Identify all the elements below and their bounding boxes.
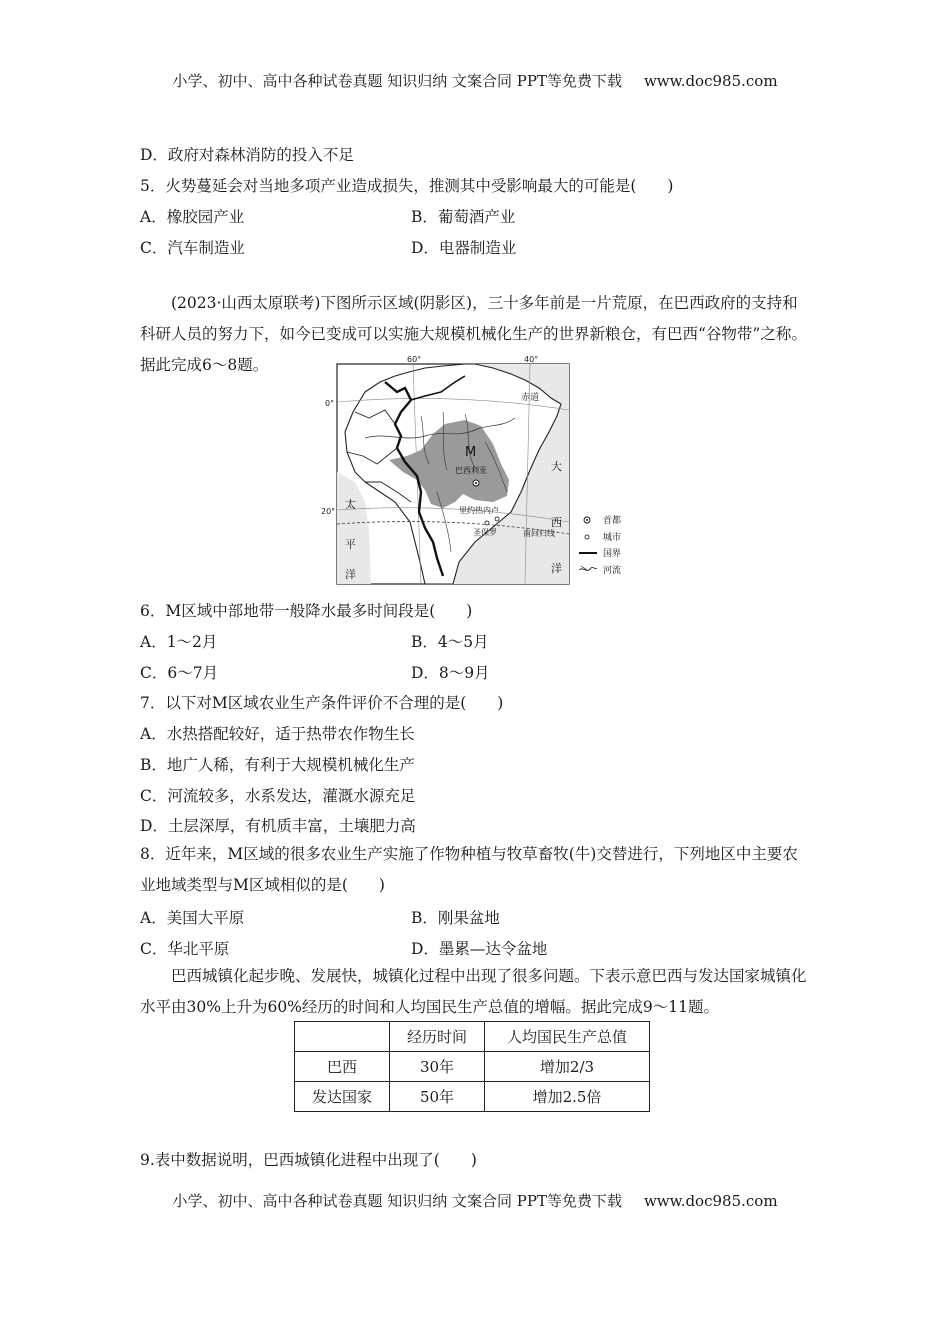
map-region-label: M — [465, 445, 477, 460]
table-row — [295, 1082, 650, 1112]
q8-option-d: D．墨累—达令盆地 — [411, 940, 548, 958]
map-city-rio-label: 里约热内卢 — [459, 506, 499, 515]
city-sp-symbol — [485, 521, 489, 525]
city-rio-symbol — [495, 517, 499, 521]
q5-option-d: D．电器制造业 — [411, 239, 517, 257]
table-cell: 巴西 — [295, 1052, 390, 1082]
q5-option-a: A．橡胶园产业 — [140, 208, 245, 226]
table-cell: 30年 — [390, 1052, 485, 1082]
q4-option-d: D．政府对森林消防的投入不足 — [140, 146, 354, 164]
q9-stem: 9.表中数据说明，巴西城镇化进程中出现了( ) — [140, 1151, 477, 1169]
legend-city-icon — [585, 535, 589, 539]
table-cell: 增加2.5倍 — [485, 1082, 650, 1112]
q7-option-a: A．水热搭配较好，适于热带农作物生长 — [140, 725, 415, 743]
page-header — [0, 70, 950, 91]
q6-option-a: A．1～2月 — [140, 633, 218, 651]
legend-river: 河流 — [603, 566, 622, 576]
map-pacific-2: 平 — [345, 538, 356, 551]
map-city-sp-label: 圣保罗 — [473, 528, 497, 537]
map-lat-20: 20° — [321, 507, 336, 516]
map-lat-0: 0° — [325, 399, 335, 408]
table-cell: 发达国家 — [295, 1082, 390, 1112]
legend-capital: 首都 — [603, 516, 622, 526]
map-pacific-3: 洋 — [345, 568, 356, 581]
legend-city: 城市 — [603, 533, 622, 543]
table-cell: 增加2/3 — [485, 1052, 650, 1082]
legend-river-icon — [579, 567, 597, 570]
q8-option-b: B．刚果盆地 — [411, 909, 500, 927]
q6-option-d: D．8～9月 — [411, 664, 490, 682]
table-row — [295, 1052, 650, 1082]
brazil-map — [321, 352, 645, 590]
q5-option-c: C．汽车制造业 — [140, 239, 245, 257]
table-header-cell: 经历时间 — [390, 1022, 485, 1052]
table-header-row — [295, 1022, 650, 1052]
q6-stem: 6．M区域中部地带一般降水最多时间段是( ) — [140, 602, 473, 620]
header-text: 小学、初中、高中各种试卷真题 知识归纳 文案合同 PPT等免费下载 — [172, 72, 622, 90]
q7-option-b: B．地广人稀，有利于大规模机械化生产 — [140, 756, 415, 774]
map-atlantic-1: 大 — [551, 460, 562, 473]
q5-stem: 5．火势蔓延会对当地多项产业造成损失，推测其中受影响最大的可能是( ) — [140, 177, 674, 195]
table-header-cell — [295, 1022, 390, 1052]
map-pacific-1: 太 — [345, 498, 356, 511]
urbanization-table — [294, 1021, 650, 1112]
q8-stem: 8．近年来，M区域的很多农业生产实施了作物种植与牧草畜牧(牛)交替进行，下列地区中主要农业地域类型与M区域相似的是( ) — [140, 845, 798, 894]
q7-stem: 7．以下对M区域农业生产条件评价不合理的是( ) — [140, 694, 504, 712]
q8-option-a: A．美国大平原 — [140, 909, 245, 927]
intro-9-11: 巴西城镇化起步晚、发展快，城镇化过程中出现了很多问题。下表示意巴西与发达国家城镇化水平由30%上升为60%经历的时间和人均国民生产总值的增幅。据此完成9～11题。 — [140, 967, 807, 1016]
map-capital-label: 巴西利亚 — [455, 466, 487, 475]
map-lon-40: 40° — [524, 355, 539, 364]
map-tropic-label: 南回归线 — [523, 529, 555, 538]
header-url[interactable]: www.doc985.com — [643, 72, 778, 90]
q7-option-c: C．河流较多，水系发达，灌溉水源充足 — [140, 787, 416, 805]
q6-option-c: C．6～7月 — [140, 664, 219, 682]
footer-text: 小学、初中、高中各种试卷真题 知识归纳 文案合同 PPT等免费下载 — [172, 1192, 622, 1210]
table-header-cell: 人均国民生产总值 — [485, 1022, 650, 1052]
q6-option-b: B．4～5月 — [411, 633, 489, 651]
q8-option-c: C．华北平原 — [140, 940, 230, 958]
intro-6-8: (2023·山西太原联考)下图所示区域(阴影区)，三十多年前是一片荒原，在巴西政府的支持和科研人员的努力下，如今已变成可以实施大规模机械化生产的世界新粮仓，有巴西“谷物带”之称。据此完成6～8题。 — [140, 294, 807, 374]
map-lon-60: 60° — [407, 355, 422, 364]
table-cell: 50年 — [390, 1082, 485, 1112]
page-footer — [0, 1190, 950, 1211]
q5-option-b: B．葡萄酒产业 — [411, 208, 516, 226]
q7-option-d: D．土层深厚，有机质丰富，土壤肥力高 — [140, 817, 416, 835]
map-equator-label: 赤道 — [521, 393, 540, 403]
legend-border: 国界 — [603, 549, 622, 559]
map-atlantic-2: 西 — [551, 516, 562, 529]
footer-url[interactable]: www.doc985.com — [643, 1192, 778, 1210]
map-atlantic-3: 洋 — [551, 562, 562, 575]
